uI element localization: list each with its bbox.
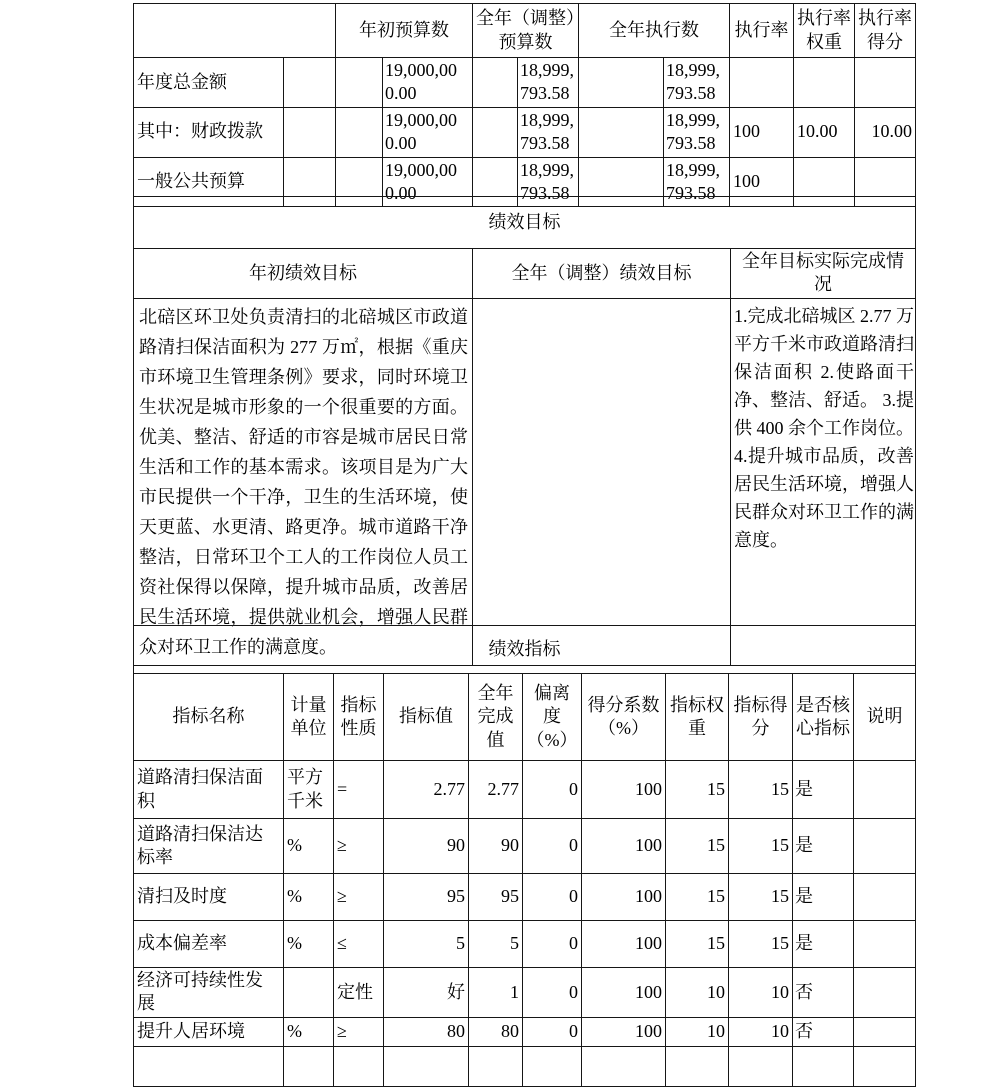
cell-executed: 18,999,793.58 [664, 107, 730, 157]
empty-cell [473, 58, 518, 108]
header-completed-value: 全年完成值 [469, 674, 523, 761]
cell-weight: 15 [666, 921, 729, 968]
indicator-row [134, 874, 916, 921]
goals-header-row [134, 249, 916, 299]
cell-score: 10 [729, 968, 793, 1018]
cell-indicator-name: 清扫及时度 [134, 874, 284, 921]
budget-row-total [134, 58, 916, 108]
header-initial-goal: 年初绩效目标 [134, 249, 473, 299]
cell-indicator-name: 道路清扫保洁达标率 [134, 819, 284, 874]
empty-cell [523, 1046, 582, 1086]
cell-indicator-name: 成本偏差率 [134, 921, 284, 968]
cell-adjusted-budget: 18,999,793.58 [518, 157, 579, 207]
cell-completed-value: 1 [469, 968, 523, 1018]
cell-nature: ≥ [334, 819, 384, 874]
cell-unit [284, 968, 334, 1018]
cell-core: 否 [793, 968, 854, 1018]
cell-completed-value: 2.77 [469, 761, 523, 819]
cell-coefficient: 100 [582, 921, 666, 968]
header-exec-rate: 执行率 [730, 4, 794, 58]
cell-unit: % [284, 819, 334, 874]
empty-cell [579, 107, 664, 157]
cell-deviation: 0 [523, 819, 582, 874]
cell-initial-budget: 19,000,000.00 [383, 157, 473, 207]
header-unit: 计量单位 [284, 674, 334, 761]
cell-adjusted-budget: 18,999,793.58 [518, 58, 579, 108]
indicator-row [134, 819, 916, 874]
cell-completed-value: 90 [469, 819, 523, 874]
indicator-row [134, 921, 916, 968]
empty-corner-cell [134, 4, 336, 58]
cell-score: 15 [729, 874, 793, 921]
empty-cell [666, 1046, 729, 1086]
cell-target-value: 90 [384, 819, 469, 874]
cell-nature: = [334, 761, 384, 819]
cell-weight: 10 [666, 968, 729, 1018]
cell-nature: 定性 [334, 968, 384, 1018]
indicator-row-clipped [134, 1046, 916, 1086]
cell-executed: 18,999,793.58 [664, 58, 730, 108]
cell-coefficient: 100 [582, 819, 666, 874]
header-executed: 全年执行数 [579, 4, 730, 58]
cell-weight: 10 [666, 1017, 729, 1046]
empty-cell [134, 1046, 284, 1086]
cell-target-value: 5 [384, 921, 469, 968]
cell-exec-rate-score [855, 58, 916, 108]
indicator-row [134, 968, 916, 1018]
cell-exec-rate-score: 10.00 [855, 107, 916, 157]
cell-indicator-name: 道路清扫保洁面积 [134, 761, 284, 819]
header-exec-rate-score: 执行率得分 [855, 4, 916, 58]
cell-weight: 15 [666, 874, 729, 921]
header-actual-completion: 全年目标实际完成情况 [731, 249, 916, 299]
cell-adjusted-budget: 18,999,793.58 [518, 107, 579, 157]
cell-exec-rate-weight: 10.00 [794, 107, 855, 157]
actual-completion-text: 1.完成北碚城区 2.77 万平方千米市政道路清扫保洁面积 2.使路面干净、整洁、舒适。 3.提供 400 余个工作岗位。 4.提升城市品质，改善居民生活环境，增强人民群众对环卫工作的满意度。 [731, 298, 916, 665]
cell-coefficient: 100 [582, 968, 666, 1018]
empty-cell [854, 1046, 916, 1086]
indicators-table [133, 625, 916, 1087]
indicators-header-row [134, 674, 916, 761]
cell-deviation: 0 [523, 921, 582, 968]
cell-exec-rate: 100 [730, 107, 794, 157]
cell-core: 是 [793, 761, 854, 819]
cell-target-value: 好 [384, 968, 469, 1018]
empty-cell [793, 1046, 854, 1086]
row-label: 年度总金额 [134, 58, 284, 108]
cell-core: 是 [793, 921, 854, 968]
indicator-row [134, 761, 916, 819]
header-coefficient: 得分系数（%） [582, 674, 666, 761]
cell-completed-value: 80 [469, 1017, 523, 1046]
cell-note [854, 921, 916, 968]
cell-score: 10 [729, 1017, 793, 1046]
cell-initial-budget: 19,000,000.00 [383, 107, 473, 157]
empty-cell [284, 1046, 334, 1086]
cell-exec-rate: 100 [730, 157, 794, 207]
budget-header-row [134, 4, 916, 58]
empty-cell [582, 1046, 666, 1086]
cell-target-value: 95 [384, 874, 469, 921]
empty-cell [384, 1046, 469, 1086]
header-nature: 指标性质 [334, 674, 384, 761]
cell-exec-rate-weight [794, 58, 855, 108]
cell-note [854, 968, 916, 1018]
header-exec-rate-weight: 执行率权重 [794, 4, 855, 58]
budget-row-fiscal [134, 107, 916, 157]
indicators-banner: 绩效指标 [134, 626, 916, 674]
empty-cell [284, 58, 336, 108]
goals-table [133, 196, 916, 666]
empty-cell [469, 1046, 523, 1086]
cell-weight: 15 [666, 761, 729, 819]
header-adjusted-budget: 全年（调整）预算数 [473, 4, 579, 58]
cell-note [854, 761, 916, 819]
cell-target-value: 2.77 [384, 761, 469, 819]
indicators-banner-row [134, 626, 916, 674]
cell-deviation: 0 [523, 874, 582, 921]
adjusted-goal-text [473, 298, 731, 665]
empty-cell [336, 58, 383, 108]
empty-cell [729, 1046, 793, 1086]
cell-score: 15 [729, 921, 793, 968]
cell-unit: % [284, 921, 334, 968]
cell-nature: ≥ [334, 874, 384, 921]
cell-indicator-name: 提升人居环境 [134, 1017, 284, 1046]
cell-deviation: 0 [523, 968, 582, 1018]
header-adjusted-goal: 全年（调整）绩效目标 [473, 249, 731, 299]
cell-coefficient: 100 [582, 761, 666, 819]
cell-deviation: 0 [523, 761, 582, 819]
empty-cell [473, 107, 518, 157]
cell-note [854, 819, 916, 874]
cell-unit: 平方千米 [284, 761, 334, 819]
goals-text-row [134, 298, 916, 665]
cell-score: 15 [729, 761, 793, 819]
header-initial-budget: 年初预算数 [336, 4, 473, 58]
cell-note [854, 1017, 916, 1046]
empty-cell [284, 107, 336, 157]
cell-target-value: 80 [384, 1017, 469, 1046]
cell-core: 是 [793, 874, 854, 921]
cell-exec-rate [730, 58, 794, 108]
empty-cell [334, 1046, 384, 1086]
header-note: 说明 [854, 674, 916, 761]
cell-deviation: 0 [523, 1017, 582, 1046]
budget-table [133, 3, 916, 207]
cell-coefficient: 100 [582, 874, 666, 921]
cell-weight: 15 [666, 819, 729, 874]
goals-banner-row [134, 197, 916, 249]
goals-banner: 绩效目标 [134, 197, 916, 249]
cell-completed-value: 95 [469, 874, 523, 921]
header-core: 是否核心指标 [793, 674, 854, 761]
header-score: 指标得分 [729, 674, 793, 761]
header-deviation: 偏离度（%） [523, 674, 582, 761]
cell-nature: ≤ [334, 921, 384, 968]
indicator-row [134, 1017, 916, 1046]
header-weight: 指标权重 [666, 674, 729, 761]
cell-note [854, 874, 916, 921]
initial-goal-text: 北碚区环卫处负责清扫的北碚城区市政道路清扫保洁面积为 277 万㎡，根据《重庆市环境卫生管理条例》要求，同时环境卫生状况是城市形象的一个很重要的方面。优美、整洁、舒适的市容是城市居民日常生活和工作的基本需求。该项目是为广大市民提供一个干净，卫生的生活环境，使天更蓝、水更清、路更净。城市道路干净整洁，日常环卫个工人的工作岗位人员工资社保得以保障，提升城市品质，改善居民生活环境，提供就业机会，增强人民群众对环卫工作的满意度。 [134, 298, 473, 665]
empty-cell [336, 107, 383, 157]
row-label: 一般公共预算 [134, 157, 284, 207]
cell-unit: % [284, 1017, 334, 1046]
cell-score: 15 [729, 819, 793, 874]
cell-nature: ≥ [334, 1017, 384, 1046]
cell-core: 否 [793, 1017, 854, 1046]
empty-cell [579, 58, 664, 108]
cell-coefficient: 100 [582, 1017, 666, 1046]
header-indicator-name: 指标名称 [134, 674, 284, 761]
cell-completed-value: 5 [469, 921, 523, 968]
row-label: 其中：财政拨款 [134, 107, 284, 157]
cell-indicator-name: 经济可持续性发展 [134, 968, 284, 1018]
cell-unit: % [284, 874, 334, 921]
cell-executed: 18,999,793.58 [664, 157, 730, 207]
cell-initial-budget: 19,000,000.00 [383, 58, 473, 108]
cell-core: 是 [793, 819, 854, 874]
header-target-value: 指标值 [384, 674, 469, 761]
